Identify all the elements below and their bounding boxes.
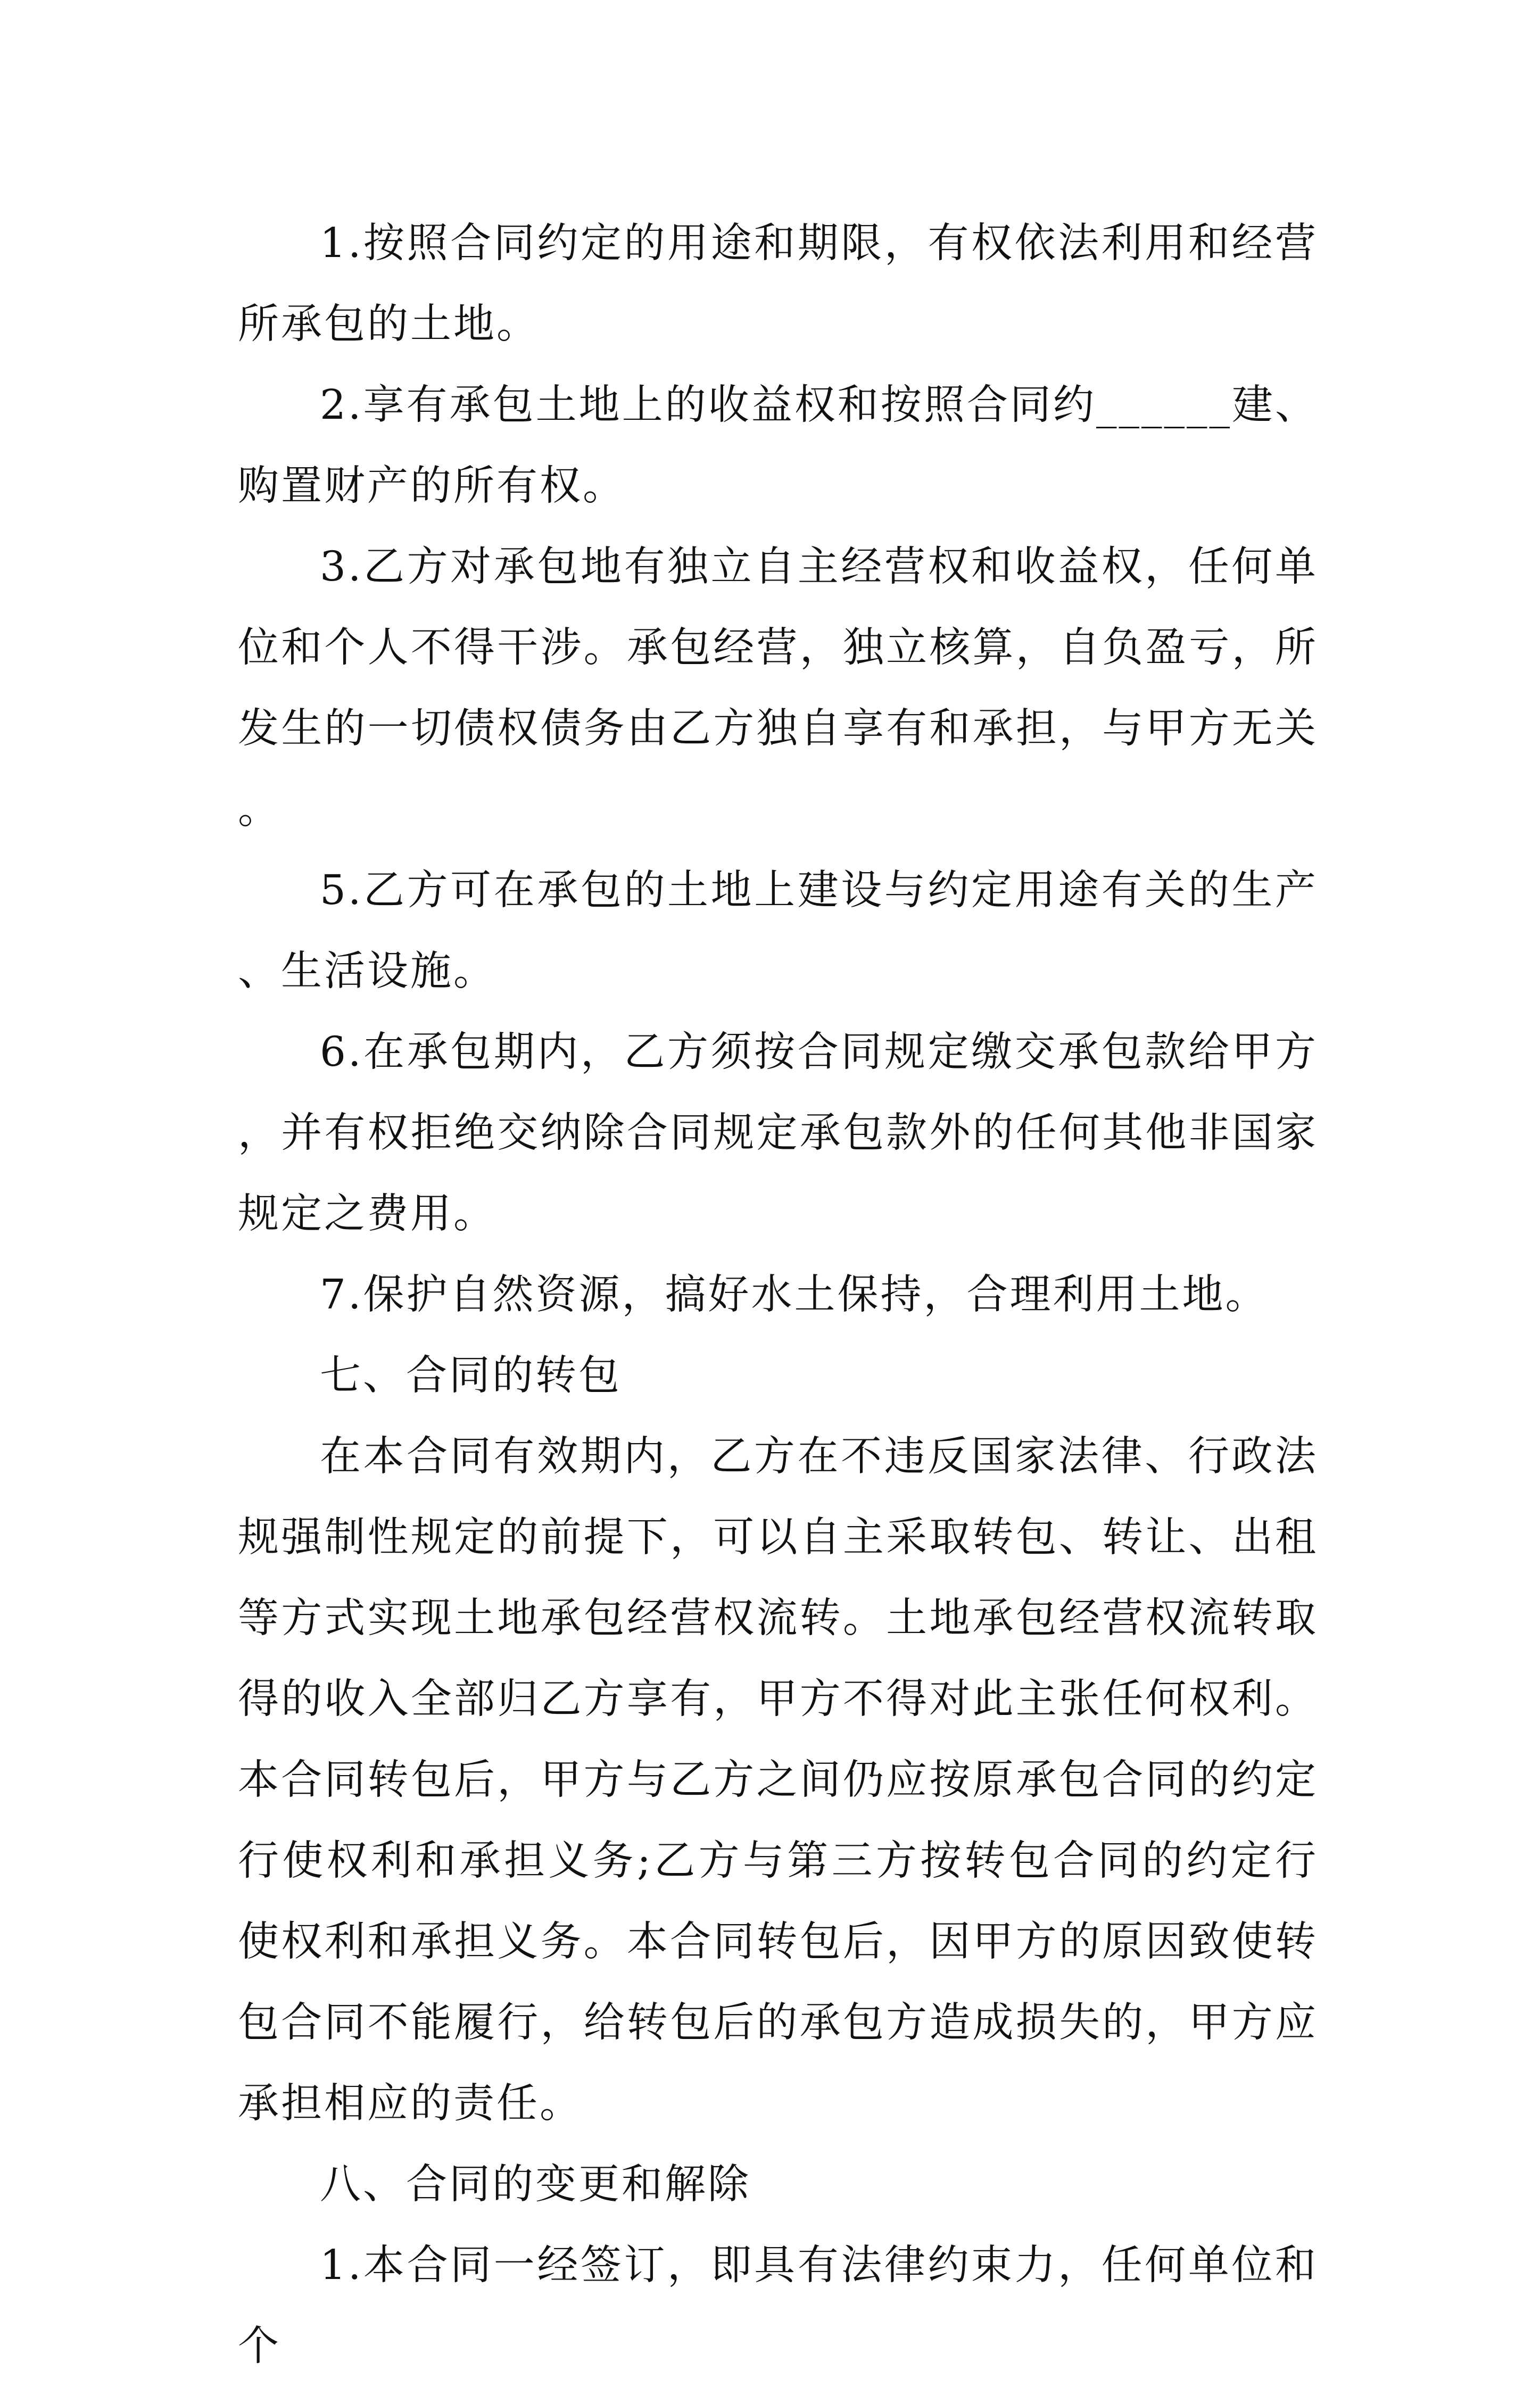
paragraph-right-use-land: 1.按照合同约定的用途和期限，有权依法利用和经营所承包的土地。 [238, 220, 1318, 348]
section-heading-change-termination: 八、合同的变更和解除 [320, 2161, 751, 2208]
paragraph-protect-resources: 7.保护自然资源，搞好水土保持，合理利用土地。 [320, 1271, 1269, 1319]
section-heading-subcontract: 七、合同的转包 [320, 1352, 622, 1399]
document-body [238, 203, 1318, 2387]
paragraph-right-independent-operation: 3.乙方对承包地有独立自主经营权和收益权，任何单位和个人不得干涉。承包经营，独立核算，自负盈亏，所发生的一切债权债务由乙方独自享有和承担，与甲方无关。 [238, 543, 1318, 833]
paragraph-right-pay-fees: 6.在承包期内，乙方须按合同规定缴交承包款给甲方，并有权拒绝交纳除合同规定承包款外的任何其他非国家规定之费用。 [238, 1029, 1318, 1238]
paragraph-right-build-facilities: 5.乙方可在承包的土地上建设与约定用途有关的生产、生活设施。 [238, 867, 1318, 995]
paragraph-contract-binding: 1.本合同一经签订，即具有法律约束力，任何单位和个 [238, 2242, 1318, 2370]
paragraph-subcontract-terms: 在本合同有效期内，乙方在不违反国家法律、行政法规强制性规定的前提下，可以自主采取转包、转让、出租等方式实现土地承包经营权流转。土地承包经营权流转取得的收入全部归乙方享有，甲方不得对此主张任何权利。本合同转包后，甲方与乙方之间仍应按原承包合同的约定行使权利和承担义务;乙方与第三方按转包合同的约定行使权利和承担义务。本合同转包后，因甲方的原因致使转包合同不能履行，给转包后的承包方造成损失的，甲方应承担相应的责任。 [238, 1433, 1318, 2127]
paragraph-right-income-property: 2.享有承包土地上的收益权和按照合同约______建、购置财产的所有权。 [238, 382, 1318, 510]
